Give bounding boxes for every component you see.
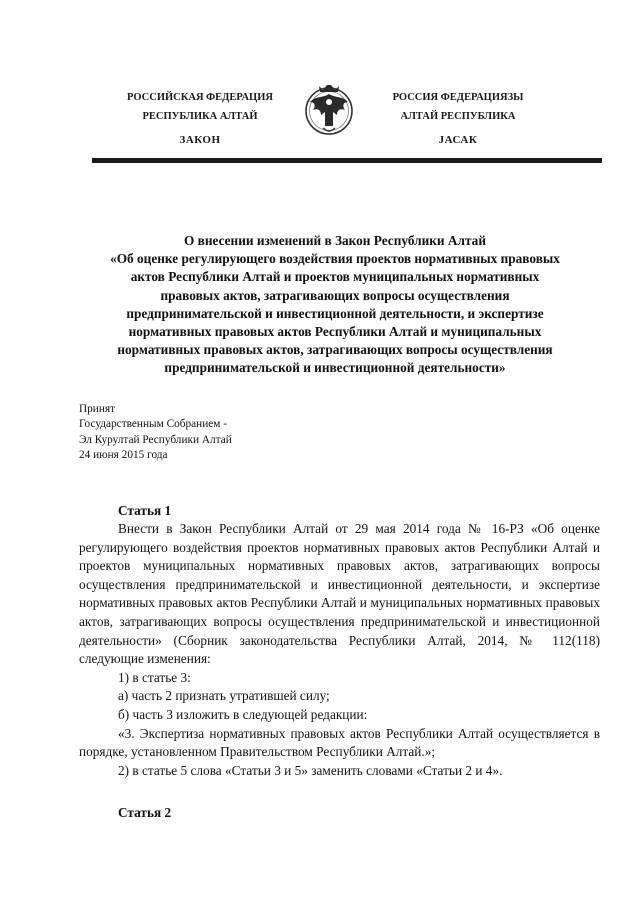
law-title	[70, 232, 600, 378]
article-1-body	[79, 520, 600, 780]
header-divider	[92, 158, 602, 163]
title-line: «Об оценке регулирующего воздействия проектов нормативных правовых	[110, 251, 560, 267]
article-1-heading: Статья 1	[118, 503, 172, 518]
title-line: актов Республики Алтай и проектов муниципальных нормативных	[130, 269, 540, 285]
amendment-item: 2) в статье 5 слова «Статьи 3 и 5» заменить словами «Статьи 2 и 4».	[118, 762, 503, 778]
header-left-republic: РЕСПУБЛИКА АЛТАЙ	[142, 111, 258, 122]
title-line: нормативных правовых актов Республики Алтай и муниципальных	[128, 324, 542, 340]
coat-of-arms-icon	[301, 82, 357, 144]
amendment-subitem: а) часть 2 признать утратившей силу;	[118, 688, 330, 704]
title-line: О внесении изменений в Закон Республики Алтай	[184, 233, 486, 248]
header-right-republic: АЛТАЙ РЕСПУБЛИКА	[400, 111, 516, 122]
title-line: нормативных правовых актов, затрагивающих вопросы осуществления	[117, 342, 553, 358]
header-left-country: РОССИЙСКАЯ ФЕДЕРАЦИЯ	[127, 92, 273, 103]
header-left-block	[112, 88, 288, 150]
adoption-date: 24 июня 2015 года	[79, 448, 168, 461]
header-right-country: РОССИЯ ФЕДЕРАЦИЯЗЫ	[392, 92, 524, 103]
title-line: предпринимательской и инвестиционной деятельности»	[164, 360, 506, 376]
adoption-status: Принят	[79, 403, 116, 415]
article-2-heading: Статья 2	[118, 805, 172, 820]
article-1-intro: Внести в Закон Республики Алтай от 29 мая 2014 года № 16-РЗ «Об оценке регулирующего воздействия проектов нормативных правовых актов Республики Алтай и проектов муниципальных нормативных правовых актов, затрагивающих вопросы осуществления предпринимательской и инвестиционной деятельности, и экспертизе нормативных правовых актов Республики Алтай и муниципальных нормативных правовых актов, затрагивающих вопросы осуществления предпринимательской и инвестиционной деятельности» (Сборник законодательства Республики Алтай, 2014, № 112(118) следующие изменения:	[79, 521, 600, 667]
header-right-block	[360, 88, 556, 150]
adoption-block	[79, 402, 232, 463]
amendment-subitem: б) часть 3 изложить в следующей редакции:	[118, 706, 368, 722]
amendment-item: 1) в статье 3:	[118, 669, 191, 685]
title-line: предпринимательской и инвестиционной деятельности, и экспертизе	[126, 305, 544, 321]
header-right-law-type: JАСАК	[438, 134, 478, 146]
header-left-law-type: ЗАКОН	[179, 134, 221, 146]
title-line: правовых актов, затрагивающих вопросы осуществления	[160, 287, 510, 303]
amendment-quote: «3. Экспертиза нормативных правовых актов Республики Алтай осуществляется в порядке, установленном Правительством Республики Алтай.»;	[79, 725, 600, 760]
adoption-body-name: Эл Курултай Республики Алтай	[79, 433, 232, 446]
adoption-body: Государственным Собранием -	[79, 418, 228, 431]
